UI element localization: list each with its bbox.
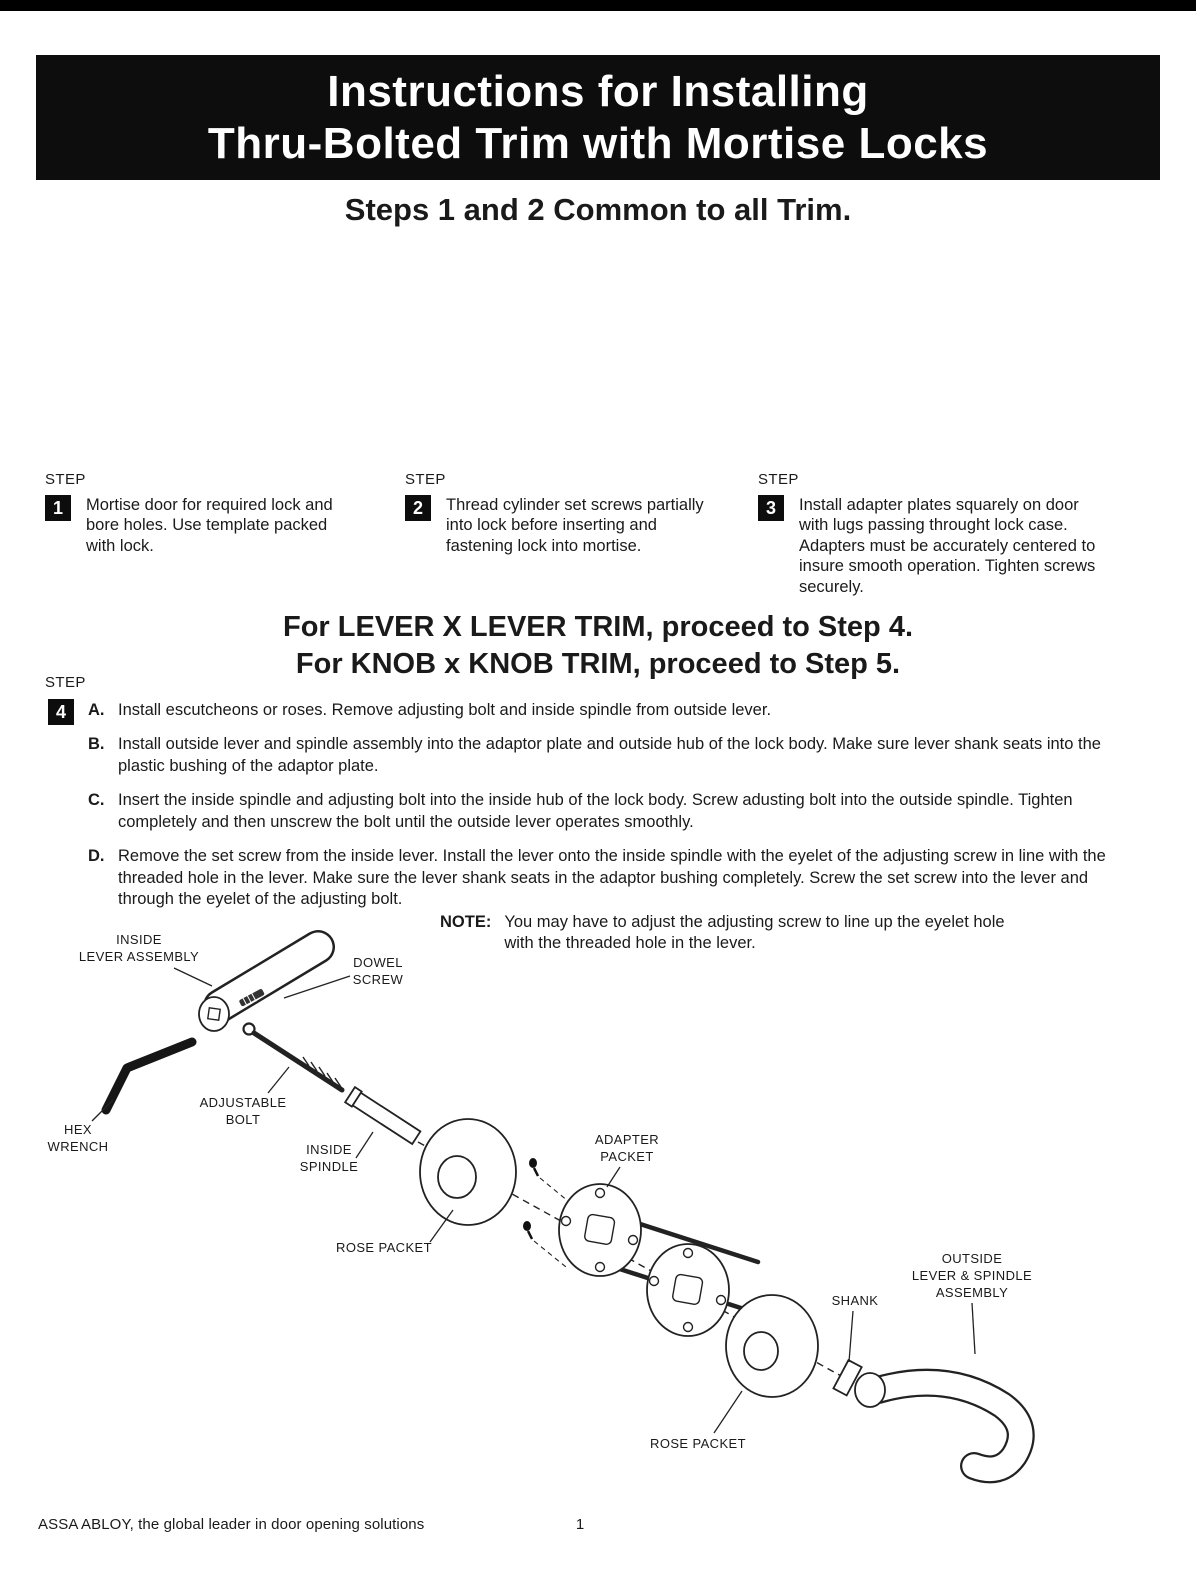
subtitle: Steps 1 and 2 Common to all Trim. xyxy=(344,192,852,227)
leader-inside-spindle xyxy=(356,1132,373,1158)
leader-adjustable-bolt xyxy=(268,1067,289,1093)
step-4-number-badge: 4 xyxy=(48,699,74,725)
leader-inside-lever xyxy=(174,968,212,986)
label-outside-line1: OUTSIDE xyxy=(941,1251,1003,1266)
proceed-heading xyxy=(0,609,1196,683)
label-spindle-line2: SPINDLE xyxy=(299,1159,359,1174)
step-4-item-d xyxy=(88,846,1118,910)
label-spindle-line1: INSIDE xyxy=(306,1142,352,1157)
label-adapter-line1: ADAPTER xyxy=(594,1132,660,1147)
step-3-word: STEP xyxy=(758,471,799,488)
step-1-word: STEP xyxy=(45,471,86,488)
leader-rose-outside xyxy=(714,1391,742,1433)
rose-packet-outside-drawing xyxy=(726,1295,818,1397)
step-2-text: Thread cylinder set screws partially into lock before inserting and fastening lock into mortise. xyxy=(446,496,704,555)
title-banner xyxy=(36,55,1160,180)
step-1-text: Mortise door for required lock and bore holes. Use template packed with lock. xyxy=(86,496,333,555)
note-block xyxy=(440,912,1040,955)
footer-page-number: 1 xyxy=(575,1516,585,1533)
inside-lever-drawing xyxy=(199,947,318,1031)
exploded-parts-diagram xyxy=(0,910,1196,1510)
item-c-letter: C. xyxy=(88,791,105,810)
rose-packet-inside-drawing xyxy=(420,1119,516,1225)
step-1-block xyxy=(45,471,367,556)
leader-shank xyxy=(849,1311,853,1362)
step-4-item-a xyxy=(88,700,1118,721)
label-rose-packet-inside: ROSE PACKET xyxy=(336,1240,432,1255)
label-adjustable-line2: BOLT xyxy=(225,1112,261,1127)
item-a-text: Install escutcheons or roses. Remove adjusting bolt and inside spindle from outside lever. xyxy=(118,701,772,719)
step-2-block xyxy=(405,471,735,556)
step-4-item-b xyxy=(88,734,1118,777)
label-outside-line3: ASSEMBLY xyxy=(935,1285,1009,1300)
note-text: You may have to adjust the adjusting screw to line up the eyelet hole with the threaded hole in the lever. xyxy=(504,913,1005,953)
hex-wrench-drawing xyxy=(106,1042,192,1110)
proceed-line-1: For LEVER X LEVER TRIM, proceed to Step 4. xyxy=(282,611,914,643)
top-edge-bar xyxy=(0,0,1196,11)
item-a-letter: A. xyxy=(88,701,105,719)
leader-outside-lever xyxy=(972,1303,975,1354)
label-outside-line2: LEVER & SPINDLE xyxy=(911,1268,1033,1283)
item-b-letter: B. xyxy=(88,735,105,754)
item-b-text: Install outside lever and spindle assembly into the adaptor plate and outside hub of the lock body. Make sure lever shank seats into the plastic bushing of the adaptor plate. xyxy=(118,735,1101,775)
title-line-2: Thru-Bolted Trim with Mortise Locks xyxy=(207,118,989,168)
adapter-plate-2-drawing xyxy=(647,1244,729,1336)
step-4-word: STEP xyxy=(45,674,86,691)
step-4-item-c xyxy=(88,790,1118,833)
item-d-letter: D. xyxy=(88,847,105,866)
outside-lever-drawing xyxy=(855,1373,1021,1469)
title-line-1: Instructions for Installing xyxy=(327,66,869,116)
label-inside-lever-line1: INSIDE xyxy=(116,932,162,947)
step-3-block xyxy=(758,471,1118,597)
label-rose-packet-outside: ROSE PACKET xyxy=(650,1436,746,1451)
label-hex-line1: HEX xyxy=(64,1122,92,1137)
item-d-text: Remove the set screw from the inside lever. Install the lever onto the inside spindle with the eyelet of the adjusting screw in line with the threaded hole in the lever. Make sure the lever shank seats in the adaptor bushing completely. Screw the set screw into the lever and through the eyelet of the adjusting bolt. xyxy=(118,847,1106,909)
label-dowel-line2: SCREW xyxy=(352,972,404,987)
proceed-line-2: For KNOB x KNOB TRIM, proceed to Step 5. xyxy=(295,648,901,681)
label-adjustable-line1: ADJUSTABLE xyxy=(199,1095,287,1110)
label-dowel-line1: DOWEL xyxy=(353,955,403,970)
step-2-number-badge: 2 xyxy=(405,495,431,521)
inside-spindle-drawing xyxy=(345,1087,421,1145)
step-1-number-badge: 1 xyxy=(45,495,71,521)
leader-adapter-packet xyxy=(607,1167,620,1187)
step-2-word: STEP xyxy=(405,471,446,488)
step-4-items xyxy=(88,700,1118,924)
label-adapter-line2: PACKET xyxy=(600,1149,654,1164)
note-label: NOTE: xyxy=(440,913,492,931)
step-3-number-badge: 3 xyxy=(758,495,784,521)
label-inside-lever-line2: LEVER ASSEMBLY xyxy=(78,949,200,964)
footer-brand: ASSA ABLOY, the global leader in door opening solutions xyxy=(38,1516,425,1533)
adjustable-bolt-drawing xyxy=(244,1024,343,1091)
step-3-text: Install adapter plates squarely on door with lugs passing throught lock case. Adapters must be accurately centered to insure smooth operation. Tighten screws securely. xyxy=(799,496,1096,596)
adapter-plate-1-drawing xyxy=(559,1184,641,1276)
label-hex-line2: WRENCH xyxy=(47,1139,109,1154)
label-shank: SHANK xyxy=(831,1293,879,1308)
item-c-text: Insert the inside spindle and adjusting bolt into the inside hub of the lock body. Screw adusting bolt into the outside spindle. Tighten completely and then unscrew the bolt until the outside lever operates smoothly. xyxy=(118,791,1073,831)
common-steps-row xyxy=(0,471,1196,611)
